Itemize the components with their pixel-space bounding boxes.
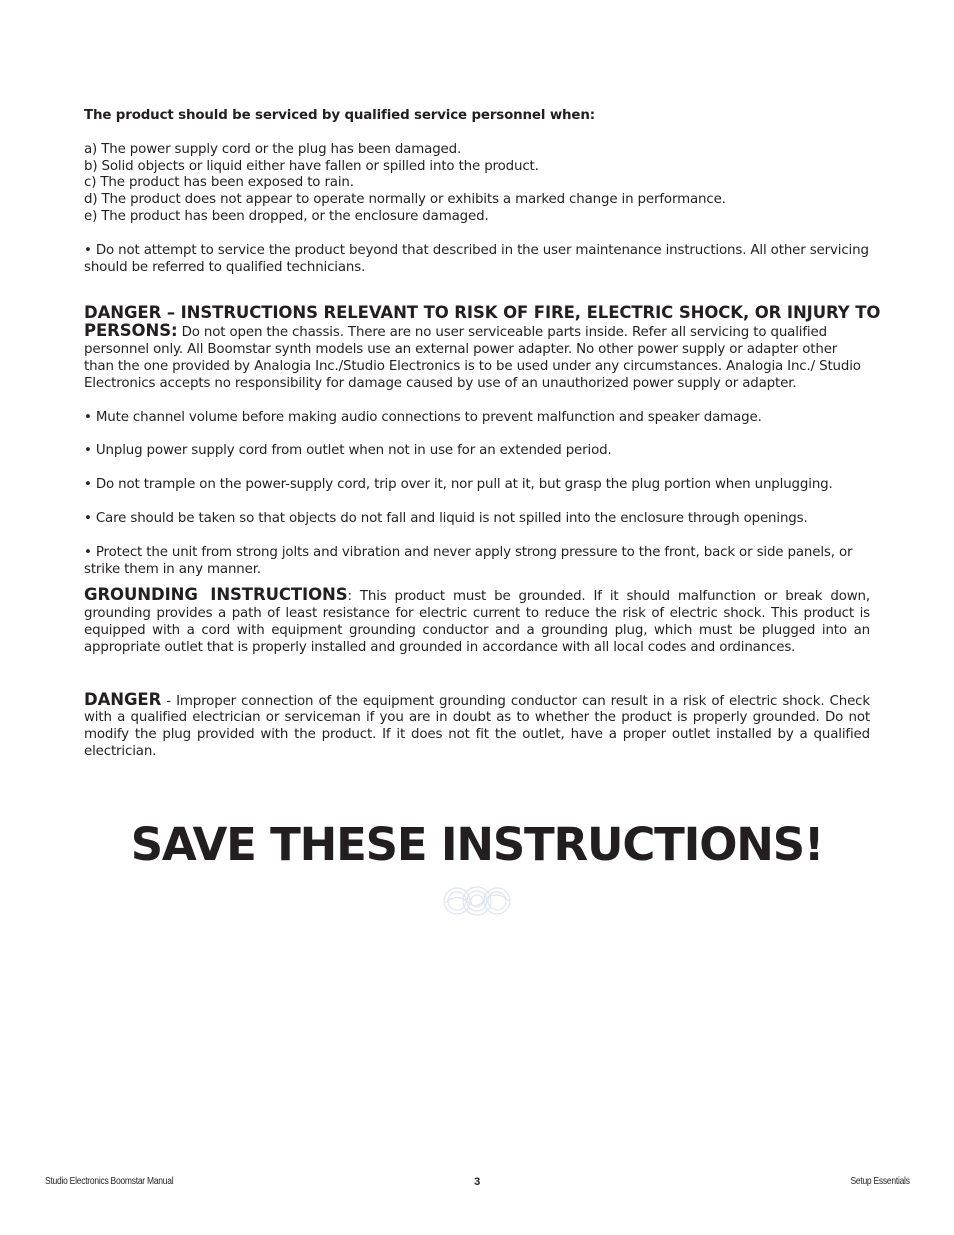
- condition-item: b) Solid objects or liquid either have fallen or spilled into the product.: [84, 158, 539, 174]
- condition-item: a) The power supply cord or the plug has been damaged.: [84, 141, 462, 157]
- condition-item: c) The product has been exposed to rain.: [84, 175, 354, 191]
- footer-section-title: Setup Essentials: [850, 1176, 910, 1187]
- danger-grounding-text: - Improper connection of the equipment grounding conductor can result in a risk of electric shock. Check with a qualified electrician or serviceman if you are in doubt as to whether the product is properly grounded. Do not modify the plug provided with the product. If it does not fit the outlet, have a proper outlet installed by a qualified electrician.: [84, 693, 870, 759]
- safety-bullet: • Protect the unit from strong jolts and vibration and never apply strong pressure to the front, back or side panels, or strike them in any manner.: [84, 544, 853, 577]
- danger-fire-text: Do not open the chassis. There are no user serviceable parts inside. Refer all servicing to qualified personnel only. All Boomstar synth models use an external power adapter. No other power supply or adapter other than the one provided by Analogia Inc./Studio Electronics is to be used under any circumstances. Analogia Inc./ Studio Electronics accepts no responsibility for damage caused by use of an unauthorized power supply or adapter.: [84, 325, 861, 391]
- service-conditions-list: [84, 142, 870, 226]
- manual-page-content: [84, 108, 881, 761]
- service-intro: The product should be serviced by qualified service personnel when:: [84, 108, 595, 123]
- danger-grounding-section: [84, 689, 870, 761]
- studio-electronics-swirl-logo-icon: [437, 884, 517, 918]
- grounding-text: : This product must be grounded. If it should malfunction or break down, grounding provides a path of least resistance for electric current to reduce the risk of electric shock. This product is equipped with a cord with equipment grounding conductor and a grounding plug, which must be plugged into an appropriate outlet that is properly installed and grounded in accordance with all local codes and ordinances.: [84, 589, 870, 655]
- safety-bullet: • Do not trample on the power-supply cord, trip over it, nor pull at it, but grasp the plug portion when unplugging.: [84, 477, 833, 493]
- condition-item: e) The product has been dropped, or the enclosure damaged.: [84, 208, 489, 224]
- danger-fire-heading-persons: PERSONS:: [84, 321, 178, 341]
- safety-bullet: • Unplug power supply cord from outlet when not in use for an extended period.: [84, 443, 612, 459]
- danger-grounding-heading: DANGER: [84, 689, 162, 709]
- danger-fire-heading: DANGER – INSTRUCTIONS RELEVANT TO RISK OF FIRE, ELECTRIC SHOCK, OR INJURY TO: [84, 303, 881, 323]
- safety-bullet: • Care should be taken so that objects do not fall and liquid is not spilled into the enclosure through openings.: [84, 510, 808, 526]
- danger-fire-section: [84, 303, 881, 392]
- condition-item: d) The product does not appear to operate normally or exhibits a marked change in performance.: [84, 192, 726, 208]
- footer-page-number: 3: [474, 1176, 480, 1188]
- save-instructions-heading: SAVE THESE INSTRUCTIONS!: [130, 818, 824, 871]
- grounding-section: [84, 587, 870, 656]
- service-note: • Do not attempt to service the product beyond that described in the user maintenance instructions. All other servicing should be referred to qualified technicians.: [84, 242, 869, 275]
- safety-bullet: • Mute channel volume before making audio connections to prevent malfunction and speaker damage.: [84, 409, 762, 425]
- grounding-heading: GROUNDING INSTRUCTIONS: [84, 585, 348, 605]
- footer-manual-title: Studio Electronics Boomstar Manual: [45, 1176, 174, 1187]
